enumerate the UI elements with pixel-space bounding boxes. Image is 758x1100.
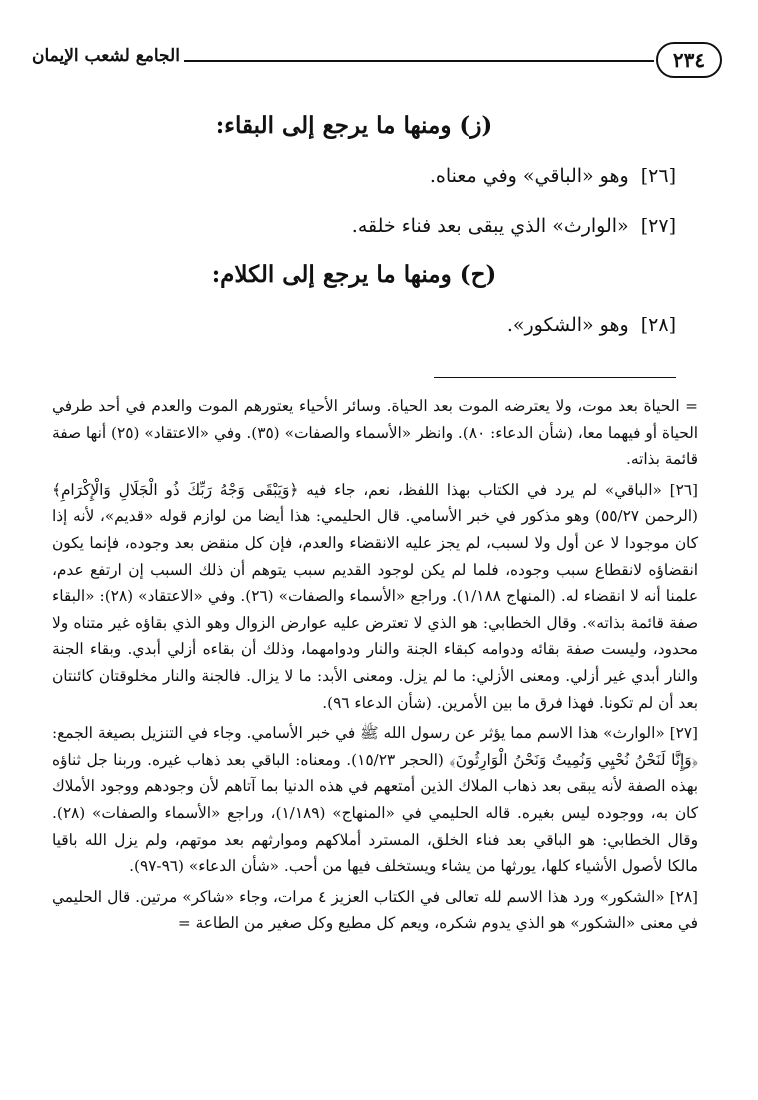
page-number-badge (656, 42, 722, 78)
footnote-number: [٢٧] (669, 724, 698, 743)
footnote-number: = (685, 397, 698, 415)
section-heading-z: (ز) ومنها ما يرجع إلى البقاء: (215, 112, 493, 139)
footnote-text: الحياة بعد موت، ولا يعترضه الموت بعد الحياة. وسائر الأحياء يعتورهم الموت والعدم في أحد طرفي الحياة أو فيهما معا، (شأن الدعاء: ٨٠). وانظر «الأسماء والصفات» (٣٥). وفي «الاعتقاد» (٢٥) أنها صفة قائمة بذاته. (52, 397, 699, 469)
footnote-separator (434, 377, 676, 378)
main-text (60, 108, 676, 360)
entry-text: وهو «الشكور». (506, 314, 629, 336)
running-title: الجامع لشعب الإيمان (32, 46, 180, 66)
footnote-27 (52, 720, 698, 880)
footnote-continuation (52, 393, 698, 473)
footnote-text: «الباقي» لم يرد في الكتاب بهذا اللفظ، نعم، جاء فيه ﴿وَيَبْقَى وَجْهُ رَبِّكَ ذُو الْجَلَالِ وَالْإِكْرَامِ﴾ (الرحمن ٥٥/٢٧) وهو مذكور في خبر الأسامي. قال الحليمي: هذا أيضا من لوازم قوله «قديم»، لأنه إذا كان موجودا لا عن أول ولا لسبب، لم يجز عليه الانقضاء والعدم، فإن كل منقض بعد وجوده، فإنما يكون انقضاؤه لانقطاع سبب وجوده، فلما لم يكن لوجود القديم سبب يتوهم أن ذلك السبب إن ارتفع عدم، علمنا أنه لا انقضاء له. (المنهاج ١/١٨٨). وراجع «الأسماء والصفات» (٢٦). وفي «الاعتقاد» (٢٨): «البقاء صفة قائمة بذاته». وقال الخطابي: هو الذي لا تعترض عليه عوارض الزوال وهو الذي بقاؤه غير متناه ولا محدود، وليست صفة بقائه ودوامه كبقاء الجنة والنار ودوامهما، وذلك أن بقاءه أزلي أبدي. وبقاء الجنة والنار أبدي غير أزلي. ومعنى الأزلي: ما لم يزل. ومعنى الأبد: ما لا يزال. فالجنة والنار مخلوقتان كائنتان بعد أن لم تكونا. فهذا فرق ما بين الأمرين. (شأن الدعاء ٩٦). (52, 480, 699, 712)
entry-number: [٢٨] (640, 314, 676, 336)
page-number: ٢٣٤ (672, 48, 706, 72)
footnote-text: «الوارث» هذا الاسم مما يؤثر عن رسول الله ﷺ في خبر الأسامي. وجاء في التنزيل بصيغة الجمع: ﴿وَإِنَّا لَنَحْنُ نُحْيِي وَنُمِيتُ وَنَحْنُ الْوَارِثُونَ﴾ (الحجر ١٥/٢٣). ومعناه: الباقي بعد ذهاب غيره. وربنا جل ثناؤه بهذه الصفة لأنه يبقى بعد ذهاب الملاك الذين أمتعهم في هذه الدنيا بما آتاهم لأن وجودهم ووجود الأملاك كان به، ووجوده ليس بغيره. قاله الحليمي في «المنهاج» (١/١٨٩)، وراجع «الأسماء والصفات» (٢٨). وقال الخطابي: هو الباقي بعد فناء الخلق، المسترد أملاكهم وموارثهم بعد موتهم، ولم يزل الله باقيا مالكا لأصول الأشياء كلها، يورثها من يشاء ويستخلف فيها من أحب. «شأن الدعاء» (٩٦-٩٧). (52, 724, 698, 876)
page-header (32, 42, 722, 86)
footnote-number: [٢٦] (669, 480, 698, 499)
entry-number: [٢٦] (640, 165, 676, 187)
footnote-number: [٢٨] (669, 887, 699, 906)
section-heading-h: (ح) ومنها ما يرجع إلى الكلام: (211, 261, 497, 288)
entry-27 (60, 211, 676, 241)
header-rule (184, 60, 654, 62)
footnote-28 (52, 884, 698, 937)
entry-28 (60, 310, 676, 340)
entry-text: «الوارث» الذي يبقى بعد فناء خلقه. (351, 215, 629, 237)
footnote-26 (52, 477, 698, 716)
footnote-text: «الشكور» ورد هذا الاسم لله تعالى في الكتاب العزيز ٤ مرات، وجاء «شاكر» مرتين. قال الحليمي في معنى «الشكور» هو الذي يدوم شكره، ويعم كل مطيع وكل صغير من الطاعة = (52, 887, 698, 933)
entry-number: [٢٧] (640, 215, 676, 237)
entry-text: وهو «الباقي» وفي معناه. (429, 165, 629, 187)
footnotes (52, 393, 698, 941)
entry-26 (60, 161, 676, 191)
